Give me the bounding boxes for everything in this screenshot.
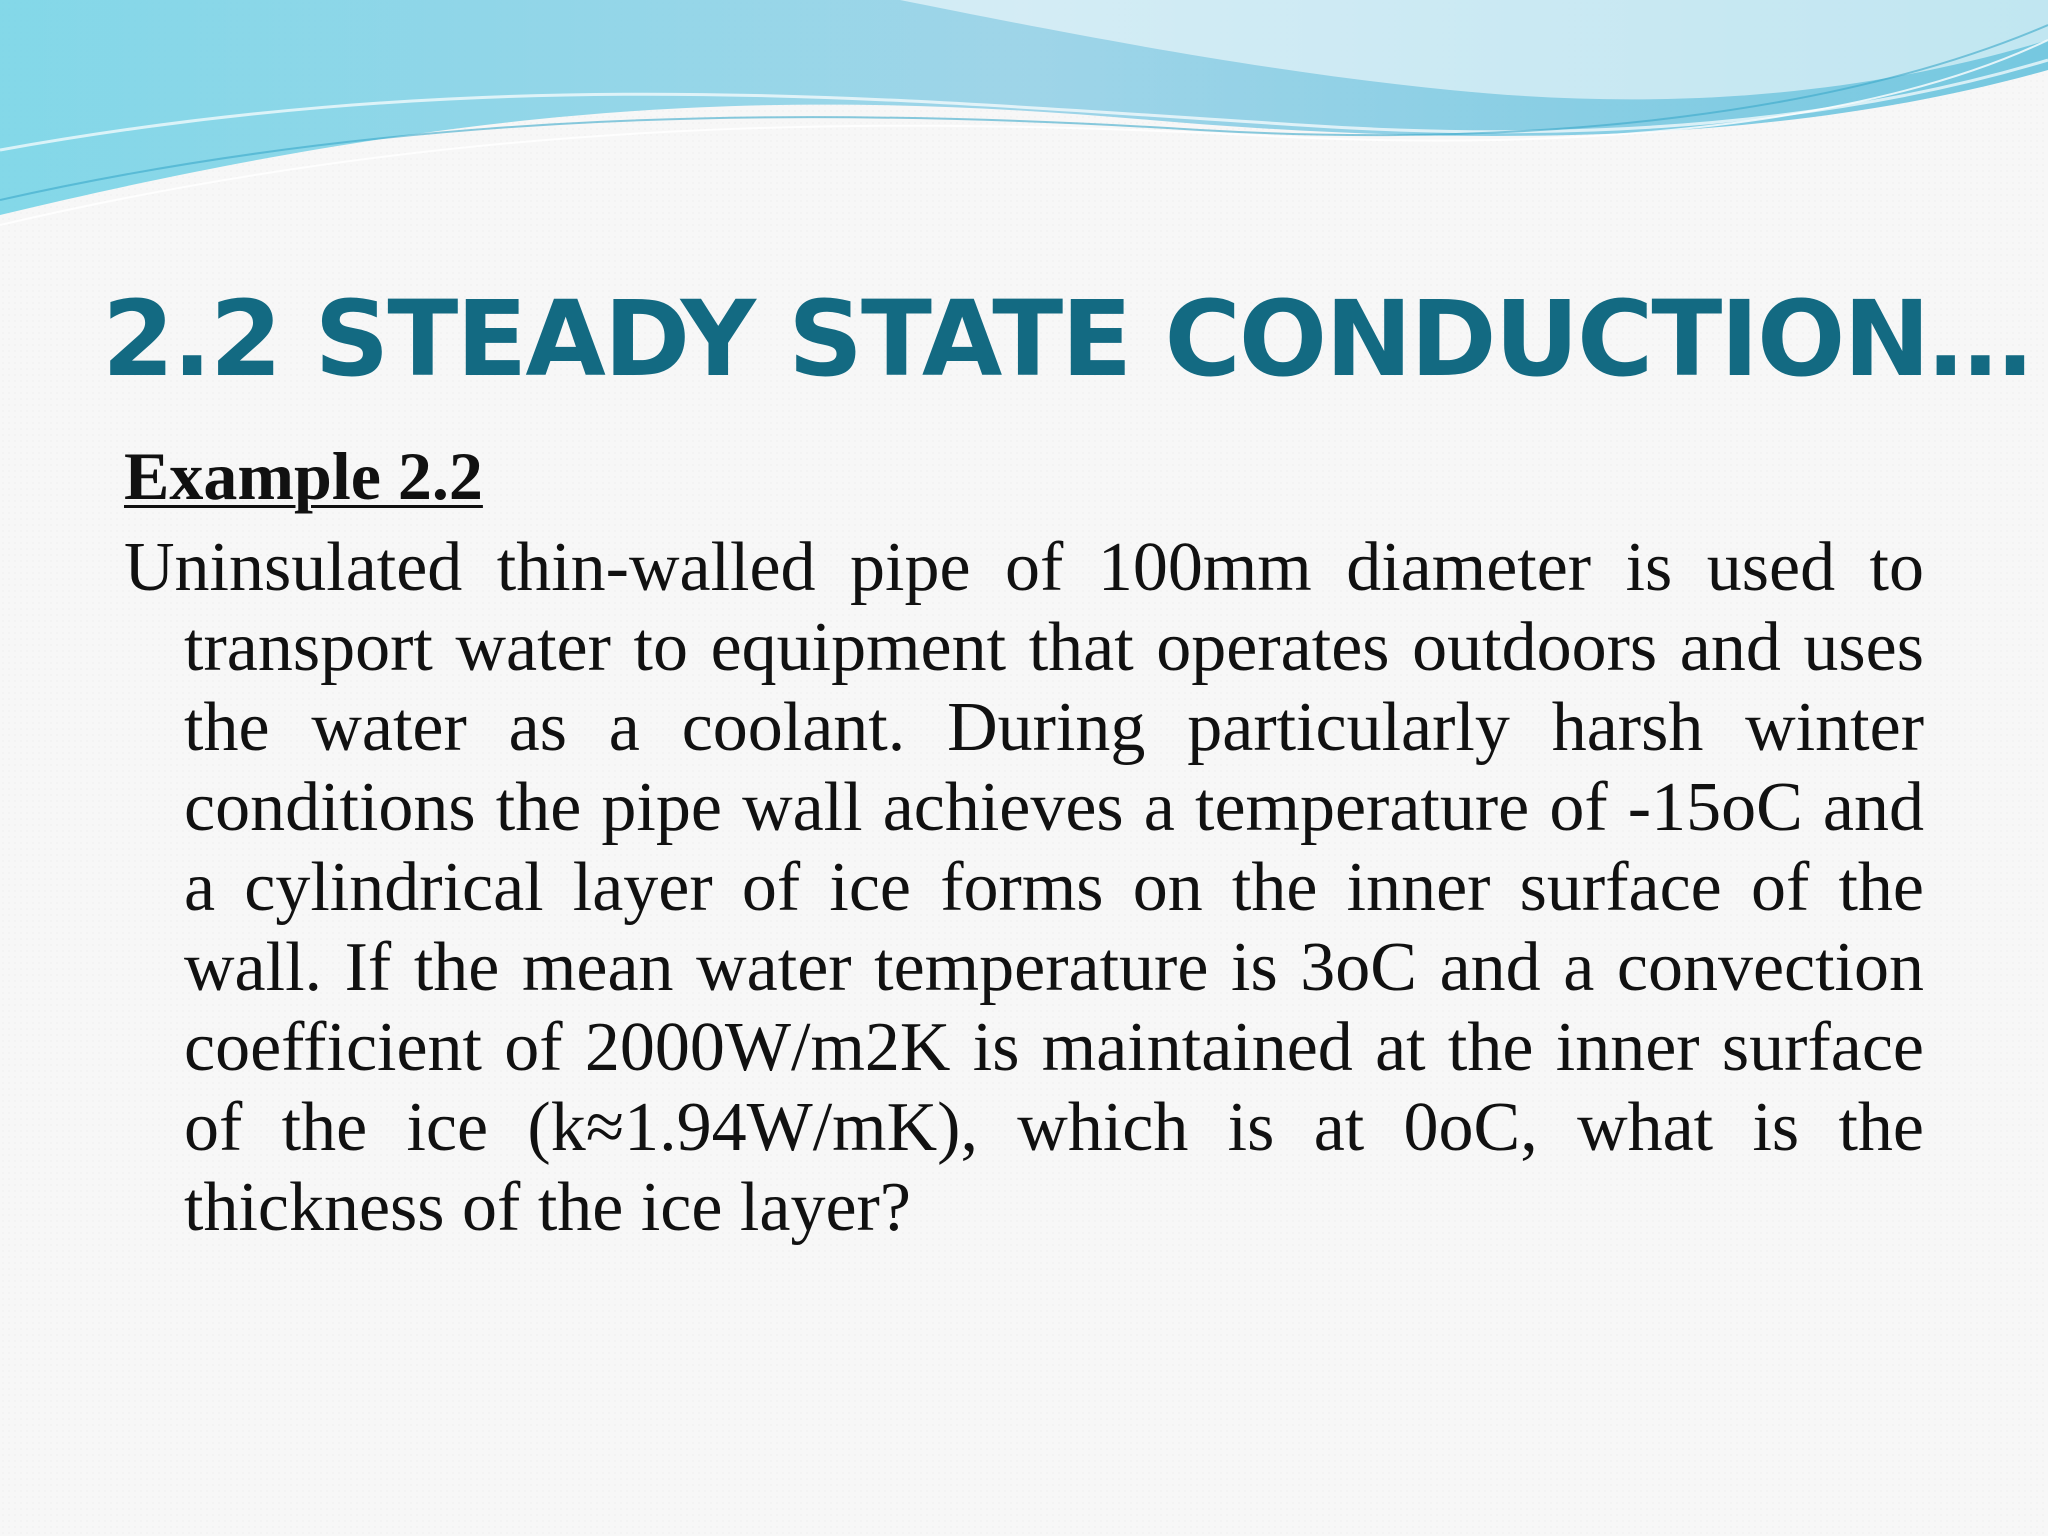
slide-title: 2.2 STEADY STATE CONDUCTION… <box>102 278 2031 400</box>
example-heading: Example 2.2 <box>124 438 483 514</box>
content-block <box>124 436 1924 1248</box>
problem-text: Uninsulated thin-walled pipe of 100mm diameter is used to transport water to equipment that operates outdoors and uses the water as a coolant. During particularly harsh winter conditions the pipe wall achieves a temperature of -15oC and a cylindrical layer of ice forms on the inner surface of the wall. If the mean water temperature is 3oC and a convection coefficient of 2000W/m2K is maintained at the inner surface of the ice (k≈1.94W/mK), which is at 0oC, what is the thickness of the ice layer? <box>124 528 1924 1246</box>
header-wave-decoration <box>0 0 2048 240</box>
problem-statement <box>124 528 1924 1248</box>
